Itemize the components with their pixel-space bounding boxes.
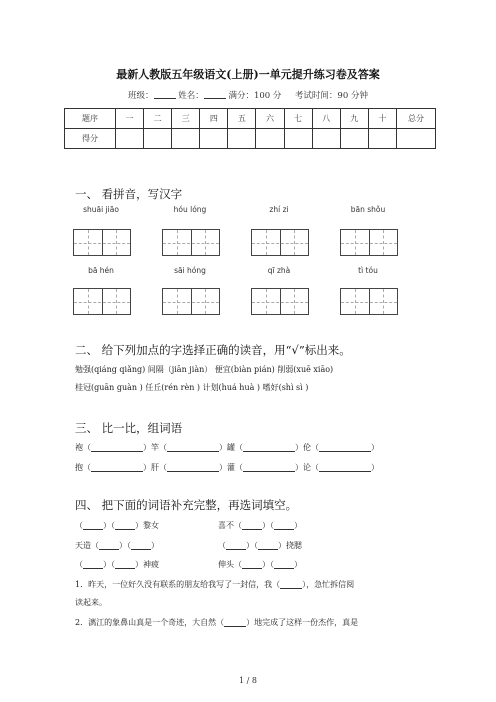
score-cell[interactable] bbox=[228, 129, 256, 149]
question-2: 2．漓江的象鼻山真是一个奇迹，大自然（ ）地完成了这样一份杰作，真是 bbox=[75, 618, 359, 627]
fill-blank[interactable] bbox=[243, 462, 295, 472]
score-header-cell: 二 bbox=[144, 109, 172, 129]
text-segment: ）竿（ bbox=[143, 443, 167, 452]
section2-heading: 二、 给下列加点的字选择正确的读音，用“√”标出来。 bbox=[75, 343, 351, 357]
score-cell[interactable] bbox=[172, 129, 200, 149]
fill-blank[interactable] bbox=[91, 462, 143, 472]
text-segment: ）（ bbox=[262, 560, 274, 569]
fill-blank[interactable] bbox=[131, 540, 151, 550]
fill-blank[interactable] bbox=[242, 520, 262, 530]
text-segment: ）神疲 bbox=[135, 560, 159, 569]
score-header-cell: 四 bbox=[200, 109, 228, 129]
score-header-cell: 三 bbox=[172, 109, 200, 129]
score-header-cell: 六 bbox=[256, 109, 284, 129]
section3-row2 bbox=[75, 462, 379, 473]
pinyin-label: bā hén bbox=[88, 266, 114, 275]
score-row-label: 得分 bbox=[65, 129, 116, 149]
section4-row1a bbox=[75, 520, 159, 531]
score-header-cell: 十 bbox=[368, 109, 396, 129]
name-blank[interactable] bbox=[204, 90, 226, 99]
score-cell[interactable] bbox=[284, 129, 312, 149]
question-1-cont: 读起来。 bbox=[75, 598, 107, 607]
page-title: 最新人教版五年级语文(上册)一单元提升练习卷及答案 bbox=[116, 68, 380, 81]
pinyin-label: tì tóu bbox=[358, 266, 378, 275]
writing-box[interactable] bbox=[251, 288, 309, 315]
pinyin-label: qī zhà bbox=[267, 266, 291, 275]
pinyin-label: bān shǒu bbox=[350, 205, 386, 214]
fill-blank[interactable] bbox=[242, 559, 262, 569]
text-segment: ） bbox=[371, 463, 379, 472]
section4-heading: 四、 把下面的词语补充完整，再选词填空。 bbox=[75, 498, 298, 512]
writing-box[interactable] bbox=[162, 229, 220, 256]
text-segment: （ bbox=[75, 560, 83, 569]
section1-heading: 一、 看拼音，写汉字 bbox=[75, 187, 183, 201]
text-segment: ） bbox=[294, 521, 302, 530]
writing-box[interactable] bbox=[340, 288, 398, 315]
score-cell[interactable] bbox=[397, 129, 436, 149]
writing-box[interactable] bbox=[251, 229, 309, 256]
fill-blank[interactable] bbox=[91, 442, 143, 452]
score-cell[interactable] bbox=[368, 129, 396, 149]
score-row bbox=[65, 129, 436, 149]
section3-heading: 三、 比一比，组词语 bbox=[75, 421, 183, 435]
text-segment: ）罐（ bbox=[219, 443, 243, 452]
score-cell[interactable] bbox=[200, 129, 228, 149]
text-segment: ）伦（ bbox=[295, 443, 319, 452]
text-segment: ） bbox=[151, 541, 159, 550]
q1-blank[interactable] bbox=[280, 579, 302, 589]
question-1: 1．昨天，一位好久没有联系的朋友给我写了一封信，我（ ），急忙拆信阅 bbox=[75, 580, 355, 589]
fill-blank[interactable] bbox=[83, 559, 103, 569]
score-cell[interactable] bbox=[340, 129, 368, 149]
text-segment: ）肝（ bbox=[143, 463, 167, 472]
text-segment: ）挠腮 bbox=[278, 541, 302, 550]
score-header-cell: 总分 bbox=[397, 109, 436, 129]
text-segment: 伸头（ bbox=[218, 560, 242, 569]
text-segment: ）（ bbox=[103, 521, 115, 530]
pinyin-label: shuāi jiāo bbox=[83, 205, 119, 214]
score-header-cell: 七 bbox=[284, 109, 312, 129]
fill-blank[interactable] bbox=[83, 520, 103, 530]
fill-blank[interactable] bbox=[319, 442, 371, 452]
exam-info: 班级： 姓名： 满分：100 分 考试时间：90 分钟 bbox=[128, 91, 368, 101]
fill-blank[interactable] bbox=[319, 462, 371, 472]
section4-row1b bbox=[218, 520, 302, 531]
text-segment: ）（ bbox=[103, 560, 115, 569]
fill-blank[interactable] bbox=[243, 442, 295, 452]
score-table bbox=[64, 108, 436, 149]
pinyin-label: zhí zi bbox=[269, 205, 289, 214]
pinyin-label: hóu lóng bbox=[173, 205, 207, 214]
text-segment: ）（ bbox=[119, 541, 131, 550]
section2-line2: 桂冠(guān guàn ) 任丘(rén rèn ) 计划(huá huà ) 嗜好(shì sì ) bbox=[75, 383, 309, 392]
score-cell[interactable] bbox=[144, 129, 172, 149]
text-segment: ）（ bbox=[262, 521, 274, 530]
score-header-cell: 八 bbox=[312, 109, 340, 129]
text-segment: ）灌（ bbox=[219, 463, 243, 472]
score-header-cell: 五 bbox=[228, 109, 256, 129]
score-cell[interactable] bbox=[256, 129, 284, 149]
section4-row2a bbox=[75, 540, 159, 551]
writing-box[interactable] bbox=[340, 229, 398, 256]
writing-box[interactable] bbox=[73, 229, 131, 256]
writing-box[interactable] bbox=[73, 288, 131, 315]
text-segment: ）论（ bbox=[295, 463, 319, 472]
score-cell[interactable] bbox=[312, 129, 340, 149]
section4-row3a bbox=[75, 559, 159, 570]
section3-row1 bbox=[75, 442, 379, 453]
fill-blank[interactable] bbox=[274, 559, 294, 569]
class-blank[interactable] bbox=[154, 90, 176, 99]
text-segment: ） bbox=[294, 560, 302, 569]
section2-line1: 勉强(qiáng qiǎng) 间隔（jiān jiàn） 便宜(biàn pián) 削弱(xuē xiāo) bbox=[75, 365, 334, 374]
text-segment: （ bbox=[218, 541, 226, 550]
score-header-row bbox=[65, 109, 436, 129]
fill-blank[interactable] bbox=[115, 559, 135, 569]
pinyin-label: sāi hóng bbox=[174, 266, 206, 275]
fill-blank[interactable] bbox=[99, 540, 119, 550]
text-segment: 天造（ bbox=[75, 541, 99, 550]
text-segment: ）黎女 bbox=[135, 521, 159, 530]
section4-row2b bbox=[218, 540, 302, 551]
text-segment: ）（ bbox=[246, 541, 258, 550]
fill-blank[interactable] bbox=[258, 540, 278, 550]
section4-row3b bbox=[218, 559, 302, 570]
text-segment: 抱（ bbox=[75, 463, 91, 472]
writing-box[interactable] bbox=[162, 288, 220, 315]
page-number: 1 / 8 bbox=[239, 676, 257, 685]
score-header-cell: 九 bbox=[340, 109, 368, 129]
score-header-cell: 一 bbox=[116, 109, 144, 129]
q2-blank[interactable] bbox=[224, 617, 246, 627]
fill-blank[interactable] bbox=[274, 520, 294, 530]
text-segment: （ bbox=[75, 521, 83, 530]
text-segment: 喜不（ bbox=[218, 521, 242, 530]
text-segment: ） bbox=[371, 443, 379, 452]
fill-blank[interactable] bbox=[115, 520, 135, 530]
fill-blank[interactable] bbox=[226, 540, 246, 550]
fill-blank[interactable] bbox=[167, 442, 219, 452]
fill-blank[interactable] bbox=[167, 462, 219, 472]
score-header-cell: 题序 bbox=[65, 109, 116, 129]
text-segment: 袍（ bbox=[75, 443, 91, 452]
score-cell[interactable] bbox=[116, 129, 144, 149]
